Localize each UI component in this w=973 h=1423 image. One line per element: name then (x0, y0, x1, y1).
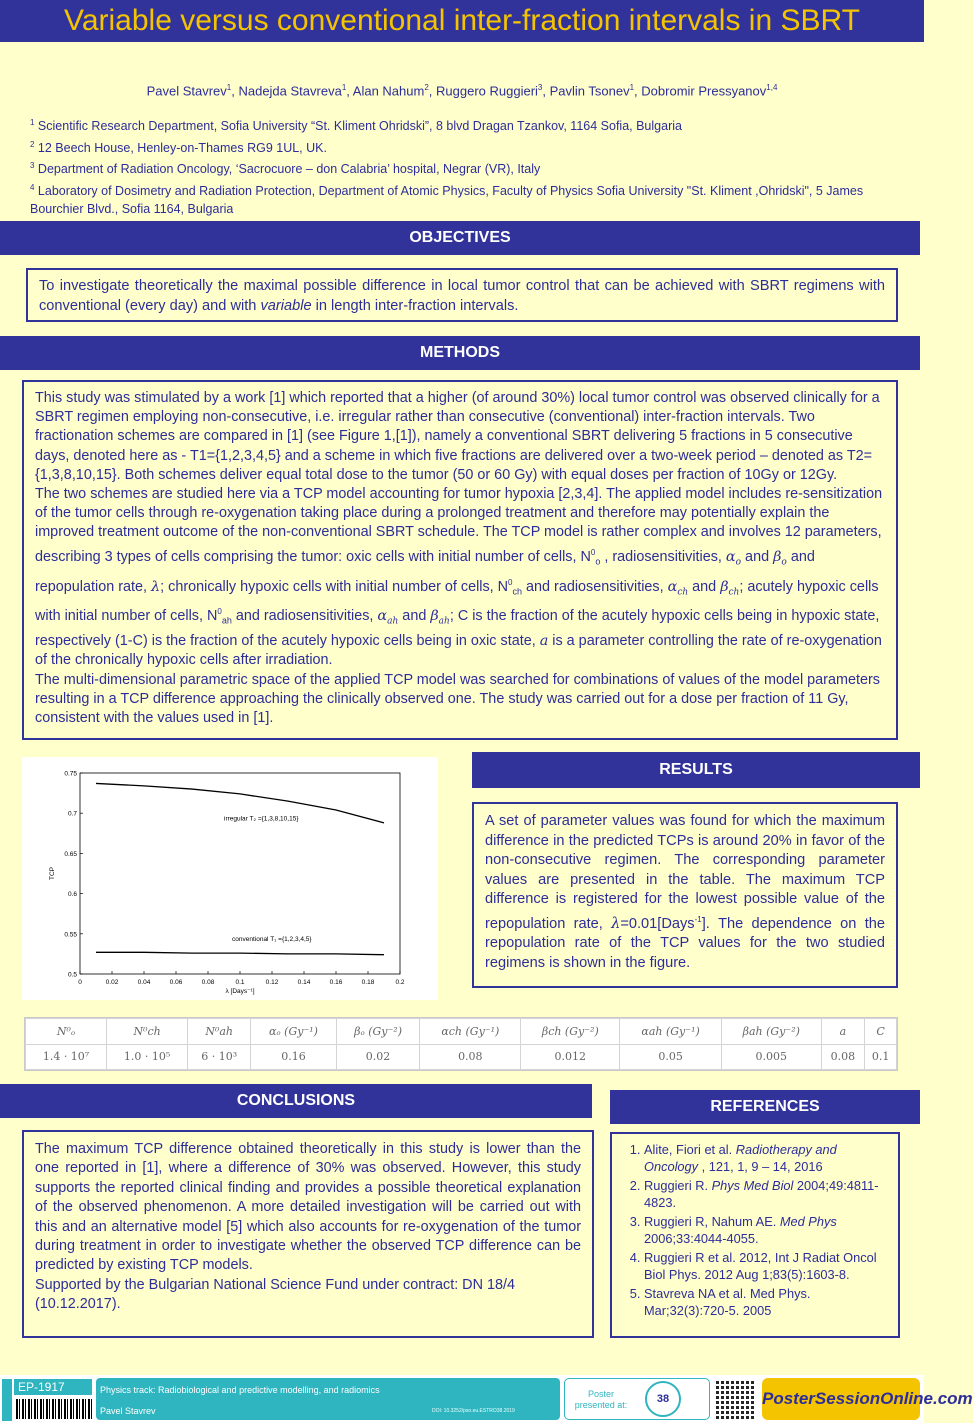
title-bar (0, 0, 924, 42)
table-header-cell: βah (Gy⁻²) (721, 1019, 821, 1045)
tcp-chart (22, 757, 438, 1000)
estro-tag (2, 1379, 12, 1421)
conclusions-para-1: The maximum TCP difference obtained theoretically in this study is lower than the one reported in [1], where a difference of 30% was observed. However, this study supports the reported clinical finding and provides a possible theoretical explanation of the observed phenomenon. A more detailed investigation will be carried out with this and an alternative model [5] which also accounts for re-oxygenation of the tumor during treatment in order to investigate whether the observed TCP difference can be predicted by existing TCP models. (35, 1141, 581, 1274)
series-label-1: conventional T₁ ={1,2,3,4,5} (232, 936, 312, 944)
plot-frame (80, 773, 400, 974)
x-tick-label: 0.1 (235, 979, 245, 986)
reference-list (622, 1141, 888, 1319)
author-affiliation-mark: 2 (424, 83, 429, 92)
table-value-cell: 0.08 (420, 1044, 521, 1070)
series-label-0: irregular T₂ ={1,3,8,10,15} (224, 815, 299, 823)
author-list: Pavel Stavrev$^1$, Nadejda Stavreva$^1$, Alan Nahum$^2$, Ruggero Ruggieri$^3$, Pavlin Tsonev$^1$, Dobromir Pressyanov$^{1,4}$ (146, 83, 778, 99)
methods-para-2: The two schemes are studied here via a TCP model accounting for tumor hypoxia [2,3,4]. The applied model includes re-sensitization of the tumor cells through re-oxygenation taking place during a prolonged treatment and therefore may potentially explain the improved treatment outcome of the non-conventional SBRT schedule. The TCP model is rather complex and involves 12 parameters, describing 3 types of cells comprising the tumor: oxic cells with initial number of cells, $N^0_o$ , radiosensitivities, $\alpha_o$ and $\beta_o$ and repopulation rate, λ; chronically hypoxic cells with initial number of cells, $N^0_{ch}$ and radiosensitivities, $\alpha_{ch}$ and $\beta_{ch}$; acutely hypoxic cells with initial number of cells, $N^0_{ah}$ and radiosensitivities, $\alpha_{ah}$ and $\beta_{ah}$; C is the fraction of the acutely hypoxic cells being in hypoxic state, respectively (1-C) is the fraction of the acutely hypoxic cells being in oxic state, a is a parameter controlling the rate of re-oxygenation of the chronically hypoxic cells after irradiation. (35, 486, 883, 669)
poster-session-online-logo[interactable]: PosterSessionOnline.com (762, 1378, 920, 1420)
references-header: REFERENCES (610, 1090, 920, 1124)
y-tick-label: 0.65 (64, 850, 77, 858)
table-header-cell: αah (Gy⁻¹) (620, 1019, 722, 1045)
objectives-text-2: in length inter-fraction intervals. (311, 298, 519, 314)
reference-item: 5. Stavreva NA et al. Med Phys. Mar;32(3):720-5. 2005 (644, 1285, 888, 1319)
x-tick-label: 0 (78, 979, 82, 986)
track-banner (96, 1378, 560, 1420)
x-axis-label: λ [Days⁻¹] (225, 988, 255, 995)
x-tick-label: 0.2 (395, 979, 405, 986)
author-name: Alan Nahum (352, 83, 425, 99)
methods-para-3: The multi-dimensional parametric space of the applied TCP model was searched for combinations of values of the model parameters resulting in a TCP difference approaching the clinically observed one. The study was carried out for a dose per fraction of 11 Gy, consistent with the values used in [1]. (35, 671, 880, 727)
x-tick-label: 0.06 (169, 979, 183, 986)
methods-box (22, 380, 898, 740)
author-name: Dobromir Pressyanov (641, 83, 767, 99)
table-value-cell: 0.012 (521, 1044, 620, 1070)
objectives-box (26, 268, 898, 322)
x-tick-label: 0.14 (297, 979, 311, 986)
x-tick-label: 0.04 (137, 979, 151, 986)
table-value-cell: 0.02 (336, 1044, 420, 1070)
y-tick-label: 0.55 (64, 931, 77, 939)
conclusions-box (22, 1130, 594, 1338)
poster-code: EP-1917 (14, 1379, 92, 1395)
table-value-cell: 0.05 (620, 1044, 722, 1070)
affiliation: $^1$ Scientific Research Department, Sofia University “St. Kliment Ohridski”, 8 blvd Dragan Tzankov, 1164 Sofia, Bulgaria (30, 118, 682, 134)
x-tick-label: 0.08 (201, 979, 215, 986)
table-header-cell: αₒ (Gy⁻¹) (251, 1019, 336, 1045)
author-name: Pavel Stavrev (146, 83, 227, 99)
doi: DOI: 10.3252/pso.eu.ESTRO38.2019 (432, 1408, 515, 1414)
conclusions-header: CONCLUSIONS (0, 1084, 592, 1118)
results-header: RESULTS (472, 752, 920, 788)
affiliation: $^4$ Laboratory of Dosimetry and Radiation Protection, Department of Atomic Physics, Faculty of Physics Sofia University "St. Kliment ,Ohridski", 5 James Bourchier Blvd., Sofia 1164, Bulgaria (30, 182, 864, 216)
poster-presented-label: Poster presented at: (574, 1389, 628, 1410)
table-header-cell: βₒ (Gy⁻²) (336, 1019, 420, 1045)
table-header-row (26, 1019, 897, 1045)
methods-para-1: This study was stimulated by a work [1] which reported that a higher (of around 30%) local tumor control was observed clinically for a SBRT regimen employing non-consecutive, i.e. irregular rather than consecutive (conventional) inter-fraction intervals. Two fractionation schemes are compared in [1] (see Figure 1,[1]), namely a conventional SBRT delivering 5 fractions in 5 consecutive days, denoted here as - T1={1,2,3,4,5} and a scheme in which five fractions are delivered over a two-week period – denoted as T2={1,3,8,10,15}. Both schemes deliver equal total dose to the tumor (50 or 60 Gy) with equal doses per fraction of 10Gy or 12Gy. (35, 390, 880, 483)
y-axis-label: TCP (49, 867, 56, 880)
author-affiliation-mark: 1,4 (766, 83, 778, 92)
table-value-cell: 6 · 10³ (188, 1044, 251, 1070)
objectives-header: OBJECTIVES (0, 221, 920, 255)
table-value-cell: 1.4 · 10⁷ (26, 1044, 107, 1070)
track-title: Physics track: Radiobiological and predictive modelling, and radiomics (100, 1385, 380, 1395)
barcode-icon (16, 1399, 92, 1419)
reference-item: 3. Ruggieri R, Nahum AE. Med Phys 2006;33:4044-4055. (644, 1213, 888, 1247)
table-value-cell: 1.0 · 10⁵ (107, 1044, 188, 1070)
table-header-cell: C (865, 1019, 897, 1045)
affiliation-list (30, 114, 890, 218)
table-header-cell: N⁰ch (107, 1019, 188, 1045)
tcp-figure (22, 757, 438, 1000)
y-tick-label: 0.6 (67, 891, 77, 899)
parameter-table (24, 1017, 898, 1071)
reference-item: 2. Ruggieri R. Phys Med Biol 2004;49:4811-4823. (644, 1177, 888, 1211)
methods-header: METHODS (0, 336, 920, 370)
objectives-text-1: To investigate theoretically the maximal possible difference in local tumor control that can be achieved with SBRT regimens with conventional (every day) and with (39, 278, 885, 314)
x-tick-label: 0.02 (105, 979, 119, 986)
table-value-cell: 0.16 (251, 1044, 336, 1070)
reference-item: 4. Ruggieri R et al. 2012, Int J Radiat Oncol Biol Phys. 2012 Aug 1;83(5):1603-8. (644, 1249, 888, 1283)
table-header-cell: αch (Gy⁻¹) (420, 1019, 521, 1045)
affiliation: $^2$ 12 Beech House, Henley-on-Thames RG9 1UL, UK. (30, 139, 327, 155)
x-tick-label: 0.12 (265, 979, 279, 986)
table-value-cell: 0.1 (865, 1044, 897, 1070)
presenter-name: Pavel Stavrev (100, 1406, 156, 1416)
author-name: Pavlin Tsonev (549, 83, 630, 99)
y-tick-label: 0.7 (67, 810, 77, 818)
author-affiliation-mark: 1 (341, 83, 347, 92)
objectives-italic: variable (260, 298, 312, 314)
y-tick-label: 0.5 (67, 971, 77, 979)
qr-code-icon[interactable] (716, 1379, 756, 1419)
author-name: Nadejda Stavreva (238, 83, 342, 99)
author-affiliation-mark: 1 (629, 83, 635, 92)
y-tick-label: 0.75 (64, 770, 77, 778)
table-header-cell: a (821, 1019, 865, 1045)
references-box (610, 1132, 900, 1338)
conclusions-para-2: Supported by the Bulgarian National Science Fund under contract: DN 18/4 (10.12.2017). (35, 1276, 515, 1313)
estro-38-badge-icon: 38 (645, 1381, 681, 1417)
table-value-row (26, 1044, 897, 1070)
table-value-cell: 0.08 (821, 1044, 865, 1070)
results-box: A set of parameter values was found for which the maximum difference in the predicted TCPs is around 20% in favor of the non-consecutive regimen. The corresponding parameter values are presented in the table. The maximum TCP difference is registered for the lowest possible value of the repopulation rate, λ=0.01[Days$^{-1}$]. The dependence on the repopulation rate of the TCP values for the two studied regimens is shown in the figure. (472, 802, 898, 988)
x-tick-label: 0.16 (329, 979, 343, 986)
table-header-cell: βch (Gy⁻²) (521, 1019, 620, 1045)
author-name: Ruggero Ruggieri (436, 83, 538, 99)
footer (0, 1375, 973, 1423)
reference-item: 1. Alite, Fiori et al. Radiotherapy and Oncology , 121, 1, 9 – 14, 2016 (644, 1141, 888, 1175)
series-line-1 (96, 952, 384, 954)
table-header-cell: N⁰ₒ (26, 1019, 107, 1045)
table-header-cell: N⁰ah (188, 1019, 251, 1045)
poster-title: Variable versus conventional inter-fraction intervals in SBRT (64, 4, 860, 37)
x-tick-label: 0.18 (361, 979, 375, 986)
poster-presented-box (564, 1378, 710, 1420)
table-value-cell: 0.005 (721, 1044, 821, 1070)
author-affiliation-mark: 3 (537, 83, 543, 92)
author-affiliation-mark: 1 (226, 83, 232, 92)
affiliation: $^3$ Department of Radiation Oncology, ‘Sacrocuore – don Calabria’ hospital, Negrar (VR), Italy (30, 161, 541, 177)
